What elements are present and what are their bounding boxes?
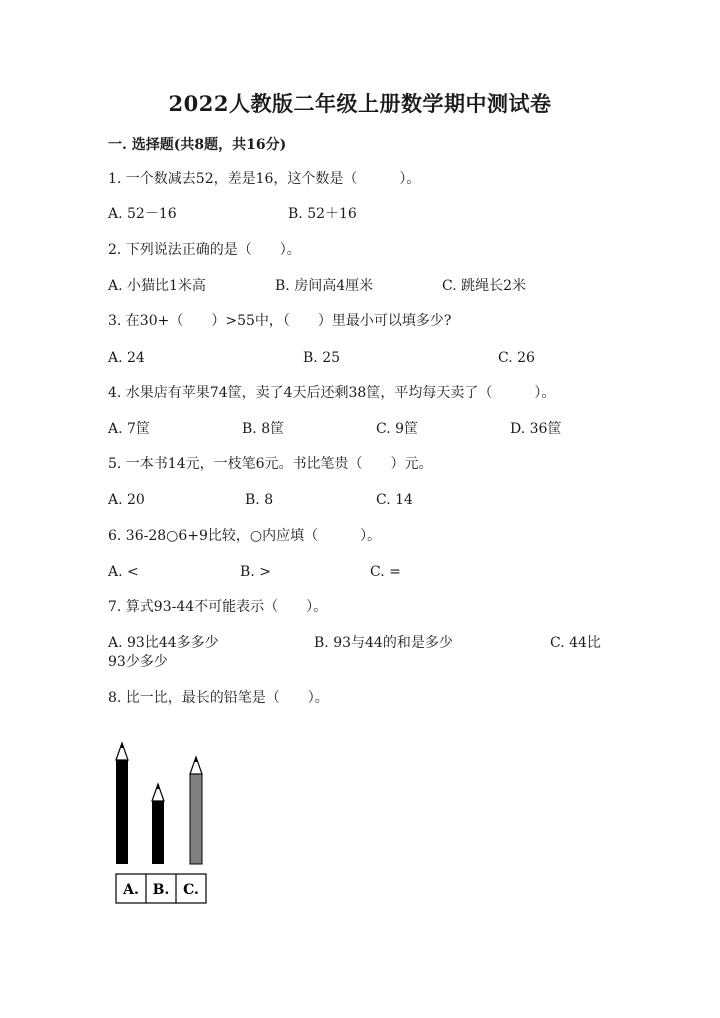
question-4: 4. 水果店有苹果74筐，卖了4天后还剩38筐，平均每天卖了（ ）。 (108, 385, 556, 401)
pencil-c (190, 757, 202, 864)
question-7: 7. 算式93-44不可能表示（ ）。 (108, 599, 328, 615)
q2-option-b: B. 房间高4厘米 (275, 278, 374, 294)
q7-option-c-continued: 93少多少 (108, 654, 168, 670)
pencil-b (152, 784, 164, 864)
pencil-figure (108, 738, 218, 908)
section-heading: 一. 选择题(共8题，共16分) (108, 137, 287, 153)
q5-option-a: A. 20 (108, 492, 145, 508)
question-3: 3. 在30+（ ）>55中，（ ）里最小可以填多少? (108, 313, 452, 329)
q2-option-a: A. 小猫比1米高 (108, 278, 206, 294)
q7-option-c: C. 44比 (550, 635, 601, 651)
q2-option-c: C. 跳绳长2米 (442, 278, 527, 294)
question-6: 6. 36-28○6+9比较，○内应填（ ）。 (108, 528, 382, 544)
q1-option-a: A. 52－16 (108, 206, 177, 222)
q1-option-b: B. 52＋16 (288, 206, 357, 222)
pencil-a (116, 743, 128, 864)
page-title: 2022人教版二年级上册数学期中测试卷 (168, 91, 552, 116)
q4-option-d: D. 36筐 (510, 421, 562, 437)
q6-option-a: A. < (108, 564, 139, 580)
q4-option-c: C. 9筐 (376, 421, 419, 437)
q5-option-c: C. 14 (376, 492, 413, 508)
q4-option-a: A. 7筐 (108, 421, 150, 437)
q5-option-b: B. 8 (245, 492, 274, 508)
label-a: A. (123, 882, 139, 898)
question-5: 5. 一本书14元，一枝笔6元。书比笔贵（ ）元。 (108, 456, 433, 472)
label-c: C. (183, 882, 199, 898)
label-boxes (116, 874, 206, 903)
question-2: 2. 下列说法正确的是（ ）。 (108, 242, 301, 258)
q3-option-c: C. 26 (498, 350, 535, 366)
q4-option-b: B. 8筐 (242, 421, 285, 437)
q3-option-b: B. 25 (303, 350, 341, 366)
q6-option-b: B. > (240, 564, 271, 580)
question-8: 8. 比一比，最长的铅笔是（ ）。 (108, 690, 329, 706)
q7-option-b: B. 93与44的和是多少 (314, 635, 453, 651)
q3-option-a: A. 24 (108, 350, 145, 366)
q6-option-c: C. = (370, 564, 401, 580)
label-b: B. (152, 882, 170, 898)
q7-option-a: A. 93比44多多少 (108, 635, 219, 651)
question-1: 1. 一个数减去52，差是16，这个数是（ ）。 (108, 171, 421, 187)
